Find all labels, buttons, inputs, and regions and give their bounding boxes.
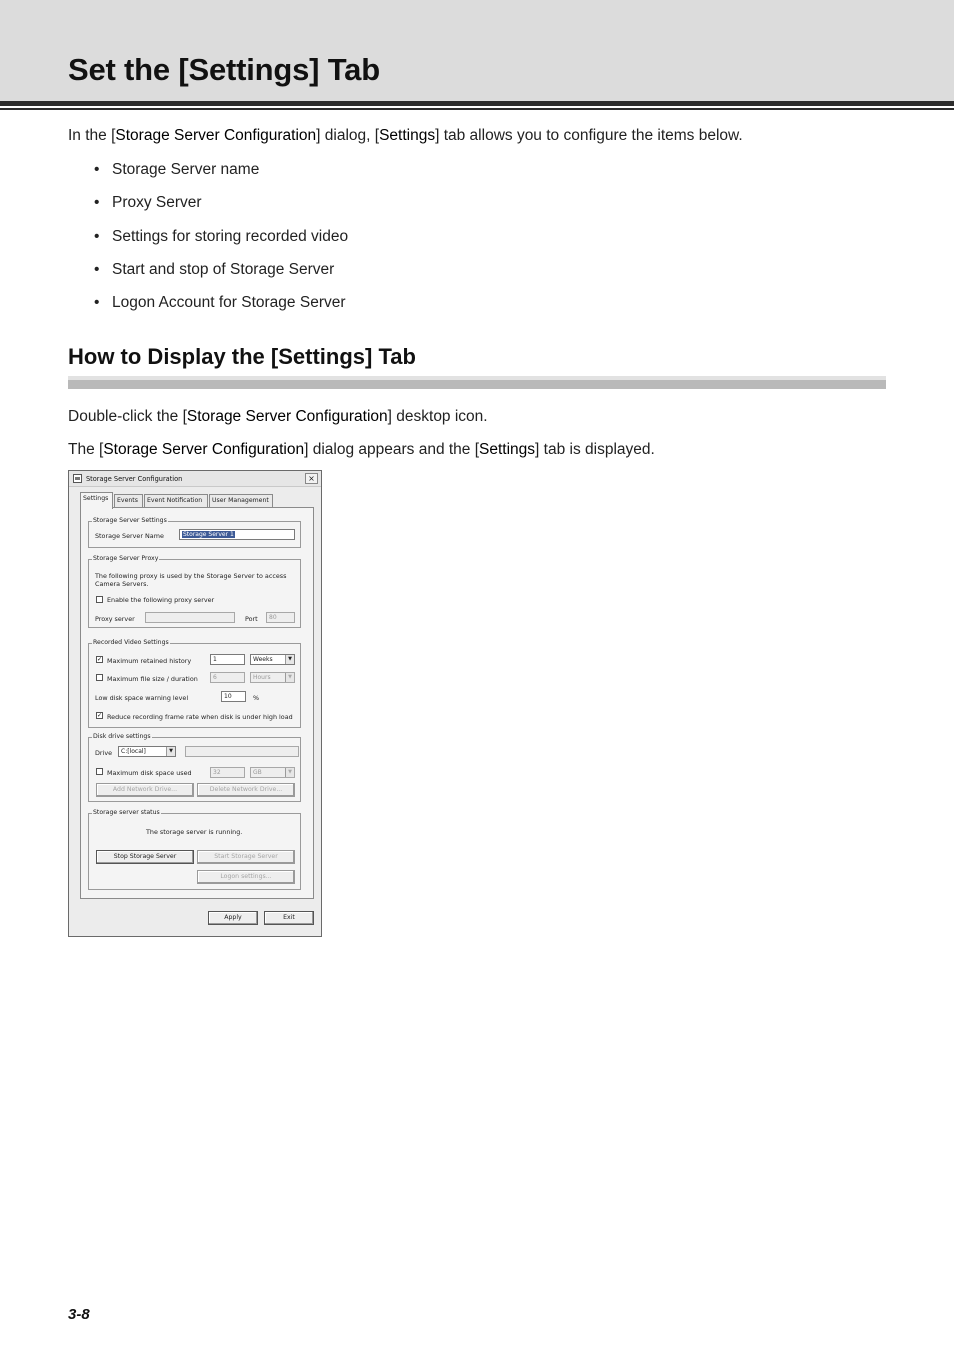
disk-unit-select[interactable] [250,767,295,778]
max-file-size-checkbox[interactable] [96,674,103,681]
drive-info-field [185,746,299,757]
bullet-icon: • [94,294,100,312]
list-item [94,193,348,226]
group-label: Disk drive settings [93,733,151,740]
stop-server-button[interactable]: Stop Storage Server [96,850,194,864]
step-1-paragraph [68,408,488,426]
server-name-label: Storage Server Name [95,532,164,540]
bullet-icon: • [94,194,100,212]
list-item-label: Settings for storing recorded video [112,227,349,245]
chevron-down-icon: ▼ [285,673,294,682]
step-2-text-3: ] tab is displayed. [535,441,655,458]
chevron-down-icon: ▼ [285,768,294,777]
header-rule-thick [0,101,954,106]
server-status-group [88,809,301,890]
port-label: Port [245,615,258,623]
step-1-text-2: ] desktop icon. [387,408,488,425]
start-server-button[interactable]: Start Storage Server [197,850,295,864]
server-settings-group [88,517,301,548]
bullet-icon: • [94,260,100,278]
disk-drive-group [88,733,301,802]
history-unit-select[interactable] [250,654,295,665]
reduce-frame-rate-checkbox[interactable]: ✓ [97,712,103,719]
drive-select[interactable] [118,746,176,757]
file-size-unit-select[interactable] [250,672,295,683]
page-title: Set the [Settings] Tab [68,52,380,87]
list-item-label: Logon Account for Storage Server [112,294,346,312]
dialog-title: Storage Server Configuration [86,475,183,483]
low-disk-unit: % [253,694,260,702]
server-name-value: Storage Server 1 [183,531,234,538]
proxy-server-label: Proxy server [95,615,135,623]
list-item [94,160,348,193]
group-label: Recorded Video Settings [93,639,169,646]
max-history-input[interactable]: 1 [210,654,245,665]
max-disk-space-label: Maximum disk space used [107,769,192,777]
file-size-unit-value: Hours [253,674,271,681]
max-disk-space-checkbox[interactable] [96,768,103,775]
section-title: How to Display the [Settings] Tab [68,344,416,369]
max-file-size-label: Maximum file size / duration [107,675,198,683]
max-history-label: Maximum retained history [107,657,192,665]
list-item-label: Proxy Server [112,194,202,212]
step-2-text-2: ] dialog appears and the [ [304,441,480,458]
storage-server-configuration-dialog [68,470,322,937]
group-label: Storage server status [93,809,160,816]
bullet-icon: • [94,227,100,245]
intro-text-1: In the [ [68,127,116,144]
step-2-tab-name: Settings [479,441,536,458]
step-2-paragraph [68,441,655,459]
step-1-text-1: Double-click the [ [68,408,187,425]
dialog-titlebar [69,471,321,487]
proxy-group [88,555,301,628]
proxy-description-line-2: Camera Servers. [95,580,149,588]
apply-button[interactable]: Apply [208,911,258,925]
proxy-description-line-1: The following proxy is used by the Storage Server to access [95,572,287,580]
step-1-icon-name: Storage Server Configuration [186,408,388,425]
proxy-server-input[interactable] [145,612,235,623]
list-item [94,260,348,293]
list-item-label: Storage Server name [112,161,260,178]
tab-user-management[interactable]: User Management [209,494,273,508]
low-disk-input[interactable]: 10 [221,691,246,702]
enable-proxy-label: Enable the following proxy server [107,596,215,604]
recorded-video-group [88,639,301,728]
max-history-checkbox[interactable]: ✓ [97,656,103,663]
add-network-drive-button[interactable]: Add Network Drive... [96,783,194,797]
delete-network-drive-button[interactable]: Delete Network Drive... [197,783,295,797]
port-input[interactable]: 80 [266,612,295,623]
feature-list [94,160,348,326]
history-unit-value: Weeks [253,656,273,663]
step-2-dialog-name: Storage Server Configuration [103,441,305,458]
server-name-input[interactable] [179,529,295,540]
max-disk-space-input[interactable]: 32 [210,767,245,778]
max-file-size-input[interactable]: 6 [210,672,245,683]
server-status-text: The storage server is running. [146,828,243,836]
tab-settings[interactable]: Settings [80,492,113,509]
list-item-label: Start and stop of Storage Server [112,260,335,278]
header-rule-thin [0,108,954,110]
group-label: Storage Server Proxy [93,555,159,562]
step-2-text-1: The [ [68,441,104,458]
reduce-frame-rate-label: Reduce recording frame rate when disk is under high load [107,713,293,721]
logon-settings-button[interactable]: Logon settings... [197,870,295,884]
disk-unit-value: GB [253,769,262,776]
chevron-down-icon: ▼ [166,747,175,756]
group-label: Storage Server Settings [93,517,167,524]
intro-paragraph [68,127,743,145]
chevron-down-icon: ▼ [285,655,294,664]
exit-button[interactable]: Exit [264,911,314,925]
intro-text-3: ] tab allows you to configure the items below. [435,127,743,144]
app-icon [73,474,82,483]
list-item [94,227,348,260]
page-number: 3-8 [68,1306,90,1323]
enable-proxy-checkbox[interactable] [96,596,103,603]
bullet-icon: • [94,161,100,178]
drive-label: Drive [95,749,113,757]
intro-dialog-name: Storage Server Configuration [115,127,317,144]
section-rule [68,376,886,389]
tab-events[interactable]: Events [114,494,143,508]
close-icon[interactable]: × [305,473,318,484]
low-disk-label: Low disk space warning level [95,694,189,702]
intro-tab-name: Settings [379,127,436,144]
list-item [94,293,348,326]
drive-value: C:[local] [121,748,146,755]
intro-text-2: ] dialog, [ [316,127,380,144]
settings-tab-pane [80,507,314,899]
tab-event-notification[interactable]: Event Notification [144,494,208,508]
